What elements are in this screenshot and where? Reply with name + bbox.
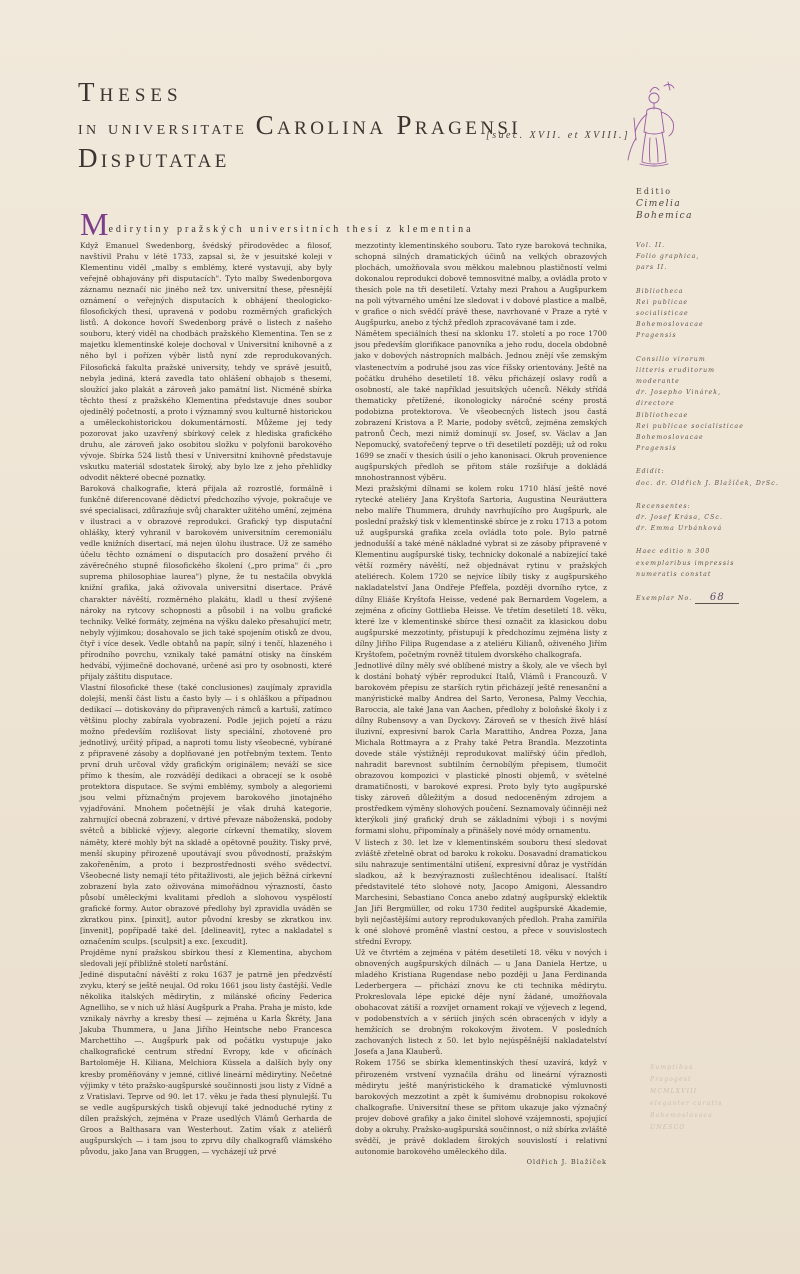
exemplar-label: Exemplar No. (636, 595, 693, 603)
colophon-line: moderante (636, 378, 680, 386)
editio-name-1: Cimelia (636, 199, 682, 209)
colophon-line: Haec editio n 300 (636, 548, 711, 556)
colophon-line: Bibliotheca (636, 287, 684, 295)
colophon-haec (636, 546, 786, 580)
colophon-line: Rei publicae (636, 298, 689, 306)
cimelia-logo-icon (620, 78, 680, 178)
col1-paragraph: Když Emanuel Swedenborg, švédský přírodovědec a filosof, navštívil Prahu v létě 1733, zapsal si, že v jesuitské koleji v Klementinu viděl „malby s emblémy, které vystavují, aby byly veřejně obhajovány při disputacích". Tyto malby Swedenborgova záznamu neznačí nic jiného než tzv. universitní these, přesnější oznámení o veřejných disputacích k obhájení theologicko-filosofických thesí, upravená v podobu rozměrných grafických listů. A dokonce hovoří Swedenborg právě o listech z našeho souboru, který viděl na chodbách pražského Klementina. Ten se z majetku klementinské koleje dochoval v Universitní knihovně a z něho byl i pořízen výběr listů nyní zde reprodukovaných. Filosofická fakulta pražské university, tehdy ve správě jesuitů, nebyla jediná, která zavedla tato ohlášení obhajob s thesemi, sloužící jako plakát a zároveň jako památní list. Nicméně sbírka těchto thesí z pražského Klementina představuje dnes soubor ojedinělý početností, a proto i významný svou kulturně historickou a uměleckohistorickou dokumentárností. Můžeme jej tedy pozorovat jako uzavřený sbírkový celek z hlediska grafického druhu, ale zároveň jako osobitou složku v polyfonii barokového vývoje. Sbírka 524 listů thesí v Universitní knihovně představuje vskutku materiál sdostatek široký, aby bylo lze z jeho přehlídky odvodit některé obecné poznatky. (80, 241, 332, 482)
exemplar-number: 68 (695, 592, 739, 604)
col2-paragraph: Už ve čtvrtém a zejména v pátém desetiletí 18. věku v nových i obnovených augšpurských dílnách — u Jana Daniela Hertze, u mladého Kristiana Rugendase nebo později u Jana Ferdinanda Lederbergera — přichází znovu ke cti technika mědirytu. Prokreslovala lépe epické děje nyní žádané, umožňovala obohacovat zátiší a rozvíjet ornament rokají ve výjevech z legend, v podobenstvích a v sériích jiných scén obracených v idyly a hemžících se drobným rokokovým životem. V posledních zachovaných listech z 50. let bylo nejúspěšnější nakladatelství Josefa a Jana Klauberů. (355, 948, 607, 1057)
faded-line: Bohemoslovaca (650, 1112, 713, 1119)
faded-line: Pragogest (650, 1076, 692, 1083)
colophon-line: directore (636, 400, 675, 408)
colophon-line: dr. Josepho Vinárek, (636, 389, 722, 397)
heading-initial: M (80, 206, 109, 242)
colophon-line: Bohemoslovacae (636, 321, 704, 329)
faded-line: MCMLXVIII (650, 1088, 698, 1095)
title-part-1: in universitate (78, 117, 256, 139)
title-part-4: Disputatae (78, 143, 230, 173)
title-line-2 (78, 110, 638, 176)
col1-paragraph: Jediné disputační návěští z roku 1637 je patrně jen předzvěstí zvyku, který se ještě neujal. Od roku 1661 jsou listy častější. Vedle několika italských mědirytin, z milánské oficíny Federica Agnelliho, se v nich už hlásí Augšpurk a Praha. Praha je místo, kde vznikaly návrhy a kresby thesí — zejména u Karla Škréty, Jana Jakuba Thummera, u Jana Jiřího Heintsche nebo Francesca Marchettiho —. Augšpurk pak od počátku vystupuje jako chalkografické centrum střední Evropy, kde v oficínách Bartoloměje H. Kiliana, Melchiora Küssela a dalších byly ony kresby proměňovány v jemné, citlivé lineární mědirytiny. Nečetné výjimky v této pražsko-augšpurské součinnosti jsou listy z Vídně a z Vratislavi. Teprve od 90. let 17. věku je řada thesí plynulejší. Tu se vedle augšpurských tisků objevují také jednoduché rytiny z dílen pražských, zejména v Praze usedlých Vlámů Gerharda de Groos a Balthasara van Westerhout. Zatím však z ateliérů augšpurských — i tam jsou to zprvu díly chalkografů vlámského původu, jako Jana van Bruggen, — vycházejí už prvé (80, 970, 332, 1156)
faded-line: Sumptibus (650, 1064, 694, 1071)
colophon-line: Consilio virorum (636, 355, 706, 363)
editio-label: Editio (636, 187, 673, 196)
faded-line: UNESCO (650, 1124, 686, 1131)
heading-text: edirytiny pražských universitních thesí z klementina (108, 224, 474, 235)
col1-paragraph: Projděme nyní pražskou sbírkou thesí z Klementina, abychom sledovali její přibližně století narůstání. (80, 948, 332, 969)
col2-paragraph: Mezi pražskými dílnami se kolem roku 1710 hlásí ještě nové rytecké ateliéry Jana Kryštofa Sartoria, Augustina Neuräuttera nebo malíře Thummera, druhdy navrhujícího pro Augšpurk, ale poslední pražský tisk v klementinské sbírce je z roku 1713 a potom už augšpurská grafika zcela ovládla toto pole. Bylo patrně jednodušší a také méně nákladné vybrat si ze zásoby připravené v Klementinu augšpurské tisky, technicky dokonalé a nabízející také větší rozměry návěští, než objednávat rytinu v pražských ateliérech. Kolem 1720 se nejvíce líbily tisky z augšpurského nakladatelství Jana Ondřeje Pfeffela, později dvorního rytce, z dílny Eliáše Kryštofa Heisse, vedené pak Bernardem Vogelem, a zejména z oficíny Gottlieba Heisse. Ve třetím desetiletí 18. věku, které lze v klementinské sbírce thesí označit za klasickou dobu augšpurské mezzotinty, přistupují k předchozímu zejména listy z dílny Jiřího Filipa Rugendase a z ateliéru Kilianů, oživeného Jiřím Kryštofem, početným rovněž titulem dvorského chalkografa. (355, 484, 607, 659)
colophon-line: numeratis constat (636, 570, 712, 578)
col1-paragraph: Vlastní filosofické these (také conclusiones) zaujímaly zpravidla dolejší, menší část listu a často byly — i s ohláškou a případnou dedikací — dotiskovány do připravených rámců a kartuší, zatímco většinu plochy zabírala vyobrazení. Podle jejich pojetí a rázu možno především rozlišovat listy speciální, zhotovené pro jednotlivý, určitý případ, a naproti tomu listy všeobecné, vybírané z připravené zásoby a doplňované jen potřebným textem. Tento první druh určoval vždy grafickým originálem; neváží se sice přímo k thesím, ale rozvádějí dedikaci a obracejí se k osobě protektora disputace. Se svými emblémy, symboly a alegoriemi jsou velmi příznačným projevem barokového jinotajného vyjadřování. Mnohem početnější je však druhá kategorie, zahrnující obecná zobrazení, v drtivé převaze náboženská, podoby světců a biblické výjevy, alegorie církevní thematiky, slovem náměty, které mohly být na skladě a opětovně použity. Tisky prvé, menší skupiny přirozeně upoutávají svou původností, pražským zakořeněním, a proto i bezprostřednosti svého svědectví. Všeobecné listy nemají této přitažlivosti, ale jejich běžná církevní zobrazení byla zato oživována mimořádnou výrazností, často působí uměleckými kvalitami předloh a slohovou vyspělostí grafické formy. Autor obrazové předlohy byl zpravidla uváděn se zkratkou pinx. [pinxit], autor původní kresby se zkratkou inv. [invenit], popřípadě také del. [delineavit], rytec a nakladatel s označením sculps. [sculpsit] a exc. [excudit]. (80, 682, 332, 946)
editio-name-2: Bohemica (636, 211, 693, 221)
colophon-edidit-label: Edidit: (636, 468, 665, 476)
colophon-exemplar (636, 592, 786, 604)
colophon-edidit (636, 466, 786, 488)
colophon-line: socialisticae (636, 310, 689, 318)
col2-paragraph: Jednotlivé dílny měly své oblíbené mistry a školy, ale ve všech byl k dostání bohatý výběr reprodukcí Italů, Vlámů i Francouzů. V barokovém přepisu ze starších rytin přicházejí ještě renesanční a manýristické malby Andrea del Sarto, Veronesa, Palmy Vecchia, Baroccia, ale také Jana van Aachen, předlohy z boloňské školy i z dílny Rubensovy a van Dyckovy. Zároveň se v thesích živě hlásí iluzivní, expresivní barok Carla Marattiho, Andrea Pozza, Jana Michala Rottmayra a z Prahy také Petra Brandla. Mezzotinta dovede stále výstižněji reprodukovat malířský účin předloh, nahradit barevnost subtilním černobílým přepisem, tlumočit obrazovou kompozici v plastické plnosti objemů, v světelné dramatičnosti, v barokové expresi. Proto byly tyto augšpurské tisky zároveň důležitým a dosud nedoceněným zdrojem a prostředkem výměny slohových poučení. Seznamovaly účinněji než kterýkoli jiný grafický druh se základními výboji i s novými formami slohu, připomínaly a přinášely nové módy ornamentu. (355, 660, 607, 836)
title-subtitle: [saec. XVII. et XVIII.] (486, 130, 631, 141)
colophon-volume (636, 240, 786, 274)
text-column-1 (80, 240, 332, 1157)
colophon-line: Rei publicae socialisticae (636, 422, 744, 430)
colophon-line: dr. Emma Urbánková (636, 525, 723, 533)
col2-paragraph: mezzotinty klementinského souboru. Tato ryze baroková technika, schopná silných dramatických účinů na velkých obrazových plochách, umožňovala svou měkkou malebnou plastičností velmi dokonalou reprodukci dobově temnosvitné malby, a ovládla proto v thesích pole na tři desetiletí. Vztahy mezi Prahou a Augšpurkem na poli výtvarného umění lze sledovat i v dobové plastice a malbě, v grafice o nich svědčí právě these, navrhované v Praze a ryté v Augšpurku, anebo z týchž předloh zpracovávané tam i zde. (355, 241, 607, 328)
col1-paragraph: Baroková chalkografie, která přijala až rozrostlé, formálně i funkčně diferencované dědictví předchozího vývoje, pokračuje ve své specialisaci, zdůrazňuje svůj charakter užitého umění, zejména v ilustraci a v obrazové reprodukci. Grafický typ disputační ohlášky, který vyhranil v barokovém universitním ceremoniálu vedle knižních disertací, má nejen úlohu ilustrace. Už ze samého účelu těchto oznámení o disputacích pro dosažení prvého či závěrečného stupně filosofického školení („pro prima" či „pro suprema philosophiae laurea") plyne, že tu nestačila obvyklá knižní grafika, jaká oživovala universitní disertace. Právě charakter návěští, rozměrného plakátu, kladl u thesí zvýšené nároky na rytcovy schopnosti a působil i na volbu grafické techniky. Velké formáty, zejména na výšku daleko přesahující metr, nebyly výjimkou; dosahovalo se jich také spojením otisků ze dvou, čtyř i více desek. Vedle obtahů na papír, silný i tenčí, hlazeného i přírodního povrchu, vznikaly také památní otisky na čínském hedvábí, výjimečně dochované, určené asi pro ty osobnosti, které přijaly záštitu disputace. (80, 484, 332, 681)
col2-paragraph: Rokem 1756 se sbírka klementinských thesí uzavírá, když v přirozeném vrstvení vyznačila dráhu od lineární výraznosti mědirytu ještě manýristického k dramatické výmluvnosti barokových mezzotint a zpět k šumivému drobnopisu rokokové chalkografie. Universitní these se přitom ukazuje jako význačný projev dobové grafiky a jako činitel slohové vzájemnosti, spojující doby a okruhy. Pražsko-augšpurská součinnost, o níž sbírka zvláště svědčí, je právě dokladem širokých souvislostí i relativní autonomie barokového uměleckého díla. (355, 1058, 607, 1156)
colophon-line: exemplaribus impressis (636, 559, 735, 567)
colophon-vol: Vol. II. (636, 242, 666, 249)
colophon-consilio (636, 354, 786, 455)
colophon-line: Bibliothecae (636, 411, 689, 419)
colophon-line: dr. Josef Krása, CSc. (636, 514, 724, 522)
colophon-line: Bohemoslovacae (636, 434, 704, 442)
colophon-pars: pars II. (636, 264, 668, 272)
colophon (636, 240, 786, 616)
title-part-3: Pragensi (396, 110, 522, 140)
colophon-line: Pragensis (636, 445, 677, 453)
page-title (78, 76, 638, 176)
colophon-folio: Folio graphica, (636, 253, 700, 261)
faded-imprint (650, 1062, 780, 1134)
title-line-1: Theses (78, 77, 183, 107)
colophon-edidit-name: doc. dr. Oldřich J. Blažíček, DrSc. (636, 479, 779, 487)
col2-paragraph: Námětem speciálních thesí na sklonku 17. století a po roce 1700 jsou především glorifikace panovníka a jeho rodu, docela obdobně jako v dobových nástropních malbách. Jednou znějí vše zemským vlastenectvím a podruhé jsou zas více říšsky orientovány. Ještě na počátku druhého desetiletí 18. věku přicházejí oslavy rodů a osobností, ale také například jesuitských učenců. Někdy střídá thematicky přetížené, ikonologicky náročné scény prostá podobizna protektorova. Ve všeobecných listech jsou častá zobrazení Kristova a P. Marie, podoby světců, zejména zemských patronů Čech, mezi nimiž dominují sv. Josef, sv. Václav a Jan Nepomucký, svatořečený teprve o tři desetiletí později; už od roku 1699 se značí v thesích úsilí o jeho kanonisaci. Okruh provenience augšpurských předloh se přitom stále rozšiřuje a dokládá mnohostrannost výběru. (355, 329, 607, 482)
text-column-2 (355, 240, 607, 1168)
col2-paragraph: V listech z 30. let lze v klementinském souboru thesí sledovat zvláště zřetelně obrat od baroku k rokoku. Dosavadní dramatickou silu nahrazuje sentimentální utišení, expresivní důraz je vystřídán sladkou, až k bezvýraznosti zušlechtěnou idealisací. Italští představitelé této slohové noty, Jacopo Amigoni, Alessandro Marchesini, Sebastiano Conca anebo zdatný augšpurský eklektik Jan Jiří Bergmüller, od roku 1730 ředitel augšpurské Akademie, byli nejčastějšími autory reprodukovaných předloh. Praha zamířila k oné slohové proměně vlastní cestou, a přece v souvislostech střední Evropy. (355, 837, 607, 946)
colophon-recensentes-label: Recensentes: (636, 502, 691, 510)
colophon-line: litteris eruditorum (636, 366, 716, 374)
title-part-2: Carolina (255, 110, 397, 140)
colophon-line: Pragensis (636, 332, 677, 340)
colophon-recensentes (636, 501, 786, 535)
colophon-bibliotheca (636, 286, 786, 342)
editio-block (636, 186, 786, 222)
author-signature: Oldřich J. Blažíček (526, 1157, 607, 1166)
faded-line: eleganter curatis (650, 1100, 723, 1107)
section-heading (80, 206, 620, 243)
